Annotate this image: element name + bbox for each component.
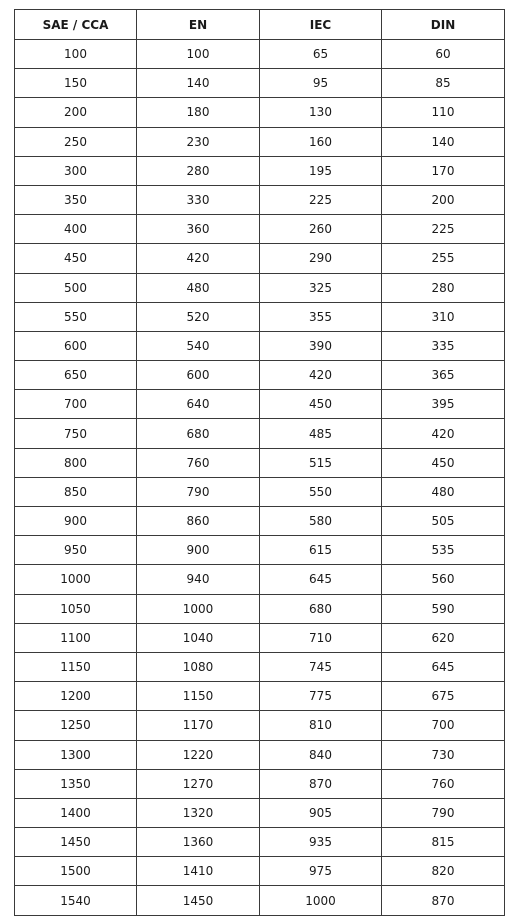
cell-din: 140	[382, 127, 505, 156]
cell-din: 675	[382, 682, 505, 711]
cell-din: 505	[382, 507, 505, 536]
cell-sae-cca: 1050	[15, 594, 137, 623]
cell-en: 860	[137, 507, 260, 536]
cell-en: 540	[137, 331, 260, 360]
table-row	[15, 769, 505, 798]
cell-din: 110	[382, 98, 505, 127]
cell-en: 760	[137, 448, 260, 477]
cell-en: 1080	[137, 652, 260, 681]
cell-en: 140	[137, 69, 260, 98]
cell-iec: 160	[260, 127, 382, 156]
cell-sae-cca: 400	[15, 215, 137, 244]
cell-en: 1170	[137, 711, 260, 740]
cell-iec: 550	[260, 477, 382, 506]
cell-din: 85	[382, 69, 505, 98]
cell-iec: 615	[260, 536, 382, 565]
cell-sae-cca: 750	[15, 419, 137, 448]
cell-sae-cca: 450	[15, 244, 137, 273]
table-row	[15, 302, 505, 331]
cell-din: 790	[382, 798, 505, 827]
cell-sae-cca: 700	[15, 390, 137, 419]
conversion-table-container	[14, 9, 504, 916]
cell-en: 790	[137, 477, 260, 506]
cell-din: 820	[382, 857, 505, 886]
table-row	[15, 652, 505, 681]
table-row	[15, 565, 505, 594]
cell-din: 560	[382, 565, 505, 594]
cell-en: 1450	[137, 886, 260, 915]
table-row	[15, 40, 505, 69]
cell-din: 815	[382, 828, 505, 857]
cell-sae-cca: 1300	[15, 740, 137, 769]
cell-sae-cca: 1540	[15, 886, 137, 915]
table-row	[15, 185, 505, 214]
cell-iec: 935	[260, 828, 382, 857]
table-row	[15, 798, 505, 827]
cell-en: 1320	[137, 798, 260, 827]
cell-din: 535	[382, 536, 505, 565]
cell-iec: 1000	[260, 886, 382, 915]
table-row	[15, 828, 505, 857]
cell-en: 100	[137, 40, 260, 69]
cell-en: 1150	[137, 682, 260, 711]
battery-rating-conversion-table	[14, 9, 505, 916]
cell-iec: 905	[260, 798, 382, 827]
cell-iec: 130	[260, 98, 382, 127]
table-row	[15, 507, 505, 536]
table-row	[15, 711, 505, 740]
cell-en: 1000	[137, 594, 260, 623]
cell-en: 520	[137, 302, 260, 331]
cell-din: 255	[382, 244, 505, 273]
cell-en: 940	[137, 565, 260, 594]
table-row	[15, 886, 505, 915]
cell-iec: 225	[260, 185, 382, 214]
cell-en: 1360	[137, 828, 260, 857]
cell-sae-cca: 1000	[15, 565, 137, 594]
cell-en: 480	[137, 273, 260, 302]
table-row	[15, 623, 505, 652]
cell-sae-cca: 1200	[15, 682, 137, 711]
cell-iec: 680	[260, 594, 382, 623]
cell-iec: 355	[260, 302, 382, 331]
header-iec: IEC	[260, 10, 382, 40]
cell-sae-cca: 150	[15, 69, 137, 98]
cell-iec: 810	[260, 711, 382, 740]
cell-iec: 420	[260, 361, 382, 390]
table-row	[15, 273, 505, 302]
cell-en: 230	[137, 127, 260, 156]
cell-iec: 515	[260, 448, 382, 477]
table-row	[15, 448, 505, 477]
table-row	[15, 419, 505, 448]
cell-sae-cca: 950	[15, 536, 137, 565]
cell-din: 60	[382, 40, 505, 69]
cell-iec: 290	[260, 244, 382, 273]
table-row	[15, 215, 505, 244]
cell-din: 645	[382, 652, 505, 681]
table-row	[15, 331, 505, 360]
cell-sae-cca: 200	[15, 98, 137, 127]
table-row	[15, 740, 505, 769]
cell-sae-cca: 1100	[15, 623, 137, 652]
cell-en: 1270	[137, 769, 260, 798]
cell-iec: 710	[260, 623, 382, 652]
cell-din: 730	[382, 740, 505, 769]
cell-sae-cca: 300	[15, 156, 137, 185]
table-body	[15, 40, 505, 916]
cell-din: 480	[382, 477, 505, 506]
cell-en: 1410	[137, 857, 260, 886]
table-row	[15, 536, 505, 565]
cell-sae-cca: 550	[15, 302, 137, 331]
cell-sae-cca: 1250	[15, 711, 137, 740]
cell-en: 600	[137, 361, 260, 390]
cell-sae-cca: 250	[15, 127, 137, 156]
cell-din: 170	[382, 156, 505, 185]
cell-din: 620	[382, 623, 505, 652]
cell-sae-cca: 1500	[15, 857, 137, 886]
table-row	[15, 857, 505, 886]
cell-din: 200	[382, 185, 505, 214]
cell-sae-cca: 600	[15, 331, 137, 360]
cell-iec: 195	[260, 156, 382, 185]
cell-din: 310	[382, 302, 505, 331]
cell-sae-cca: 800	[15, 448, 137, 477]
table-row	[15, 390, 505, 419]
cell-sae-cca: 650	[15, 361, 137, 390]
cell-iec: 325	[260, 273, 382, 302]
header-sae-cca: SAE / CCA	[15, 10, 137, 40]
table-row	[15, 127, 505, 156]
cell-en: 330	[137, 185, 260, 214]
table-row	[15, 156, 505, 185]
cell-din: 420	[382, 419, 505, 448]
cell-sae-cca: 850	[15, 477, 137, 506]
cell-din: 450	[382, 448, 505, 477]
cell-sae-cca: 900	[15, 507, 137, 536]
cell-en: 180	[137, 98, 260, 127]
cell-iec: 95	[260, 69, 382, 98]
cell-din: 760	[382, 769, 505, 798]
cell-din: 365	[382, 361, 505, 390]
cell-en: 420	[137, 244, 260, 273]
cell-sae-cca: 1450	[15, 828, 137, 857]
cell-sae-cca: 1350	[15, 769, 137, 798]
cell-sae-cca: 1400	[15, 798, 137, 827]
table-row	[15, 98, 505, 127]
cell-iec: 870	[260, 769, 382, 798]
table-row	[15, 244, 505, 273]
cell-iec: 975	[260, 857, 382, 886]
cell-din: 335	[382, 331, 505, 360]
cell-din: 395	[382, 390, 505, 419]
cell-en: 1040	[137, 623, 260, 652]
cell-din: 280	[382, 273, 505, 302]
header-din: DIN	[382, 10, 505, 40]
table-row	[15, 594, 505, 623]
cell-iec: 390	[260, 331, 382, 360]
table-row	[15, 69, 505, 98]
cell-iec: 450	[260, 390, 382, 419]
cell-sae-cca: 500	[15, 273, 137, 302]
cell-en: 900	[137, 536, 260, 565]
cell-din: 870	[382, 886, 505, 915]
cell-en: 680	[137, 419, 260, 448]
table-header	[15, 10, 505, 40]
table-row	[15, 361, 505, 390]
cell-en: 640	[137, 390, 260, 419]
header-en: EN	[137, 10, 260, 40]
cell-iec: 645	[260, 565, 382, 594]
cell-en: 360	[137, 215, 260, 244]
cell-en: 280	[137, 156, 260, 185]
cell-din: 590	[382, 594, 505, 623]
table-row	[15, 477, 505, 506]
cell-en: 1220	[137, 740, 260, 769]
cell-iec: 745	[260, 652, 382, 681]
cell-din: 225	[382, 215, 505, 244]
cell-sae-cca: 350	[15, 185, 137, 214]
cell-iec: 260	[260, 215, 382, 244]
cell-din: 700	[382, 711, 505, 740]
table-row	[15, 682, 505, 711]
cell-sae-cca: 100	[15, 40, 137, 69]
cell-iec: 580	[260, 507, 382, 536]
header-row	[15, 10, 505, 40]
cell-sae-cca: 1150	[15, 652, 137, 681]
cell-iec: 485	[260, 419, 382, 448]
cell-iec: 65	[260, 40, 382, 69]
cell-iec: 775	[260, 682, 382, 711]
cell-iec: 840	[260, 740, 382, 769]
